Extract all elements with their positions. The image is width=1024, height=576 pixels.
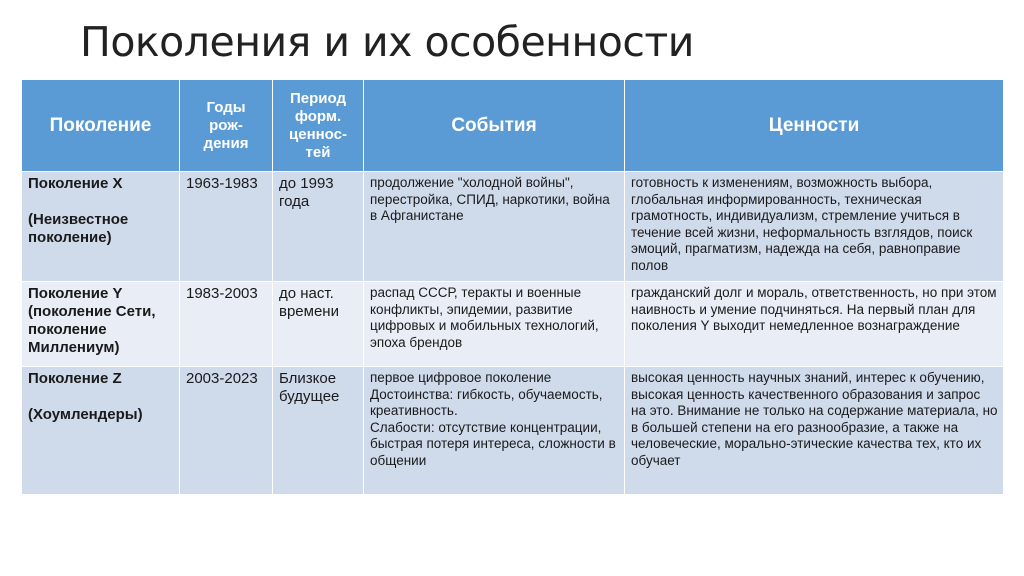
header-period-line: Период [290,89,346,107]
header-period [273,80,364,172]
period-cell: до наст. времени [273,282,364,367]
events-cell: распад СССР, теракты и военные конфликты, эпидемии, развитие цифровых и мобильных технологий, эпоха брендов [364,282,625,367]
events-cell: продолжение "холодной войны", перестройка, СПИД, наркотики, война в Афганистане [364,172,625,282]
events-line: Слабости: отсутствие концентрации, быстрая потеря интереса, сложности в общении [370,419,616,468]
values-cell: гражданский долг и мораль, ответственность, но при этом наивность и умение подчиняться. На первый план для поколения Y выходит немедленное вознаграждение [625,282,1004,367]
values-cell: высокая ценность научных знаний, интерес к обучению, высокая ценность качественного образования и запрос на это. Внимание не только на содержание материала, но в большей степени на его разнообразие, а также на человеческие, морально-этические качества тех, кто их обучает [625,367,1004,495]
events-cell [364,367,625,495]
table-row [22,282,1004,367]
table-row [22,367,1004,495]
header-period-line: тей [305,143,331,161]
generation-name: Поколение Y (поколение Сети, поколение Миллениум) [28,285,156,356]
generation-name: Поколение Z [28,370,122,387]
events-line: первое цифровое поколение [370,370,552,385]
period-cell: до 1993 года [273,172,364,282]
header-years-line: Годы [206,98,246,116]
header-values: Ценности [625,80,1004,172]
values-cell: готовность к изменениям, возможность выбора, глобальная информированность, техническая грамотность, индивидуализм, стремление учиться в течение всей жизни, неформальность взглядов, поиск эмоций, прагматизм, надежда на себя, равноправие полов [625,172,1004,282]
header-events: События [364,80,625,172]
slide-title: Поколения и их особенности [80,18,694,66]
generation-alias: (Хоумлендеры) [28,406,143,423]
header-years-line: дения [203,134,249,152]
events-line: Достоинства: гибкость, обучаемость, креативность. [370,386,603,418]
birth-years-cell: 1983-2003 [180,282,273,367]
header-generation: Поколение [22,80,180,172]
header-period-line: ценнос- [289,125,347,143]
header-row [22,80,1004,172]
generation-alias: (Неизвестное поколение) [28,211,129,246]
birth-years-cell: 2003-2023 [180,367,273,495]
birth-years-cell: 1963-1983 [180,172,273,282]
generation-name: Поколение X [28,175,123,192]
period-cell: Близкое будущее [273,367,364,495]
generation-cell [22,172,180,282]
header-period-line: форм. [294,107,342,125]
generation-cell [22,367,180,495]
header-years [180,80,273,172]
generation-cell [22,282,180,367]
generations-table [21,79,1004,495]
table-row [22,172,1004,282]
header-years-line: рож- [209,116,243,134]
